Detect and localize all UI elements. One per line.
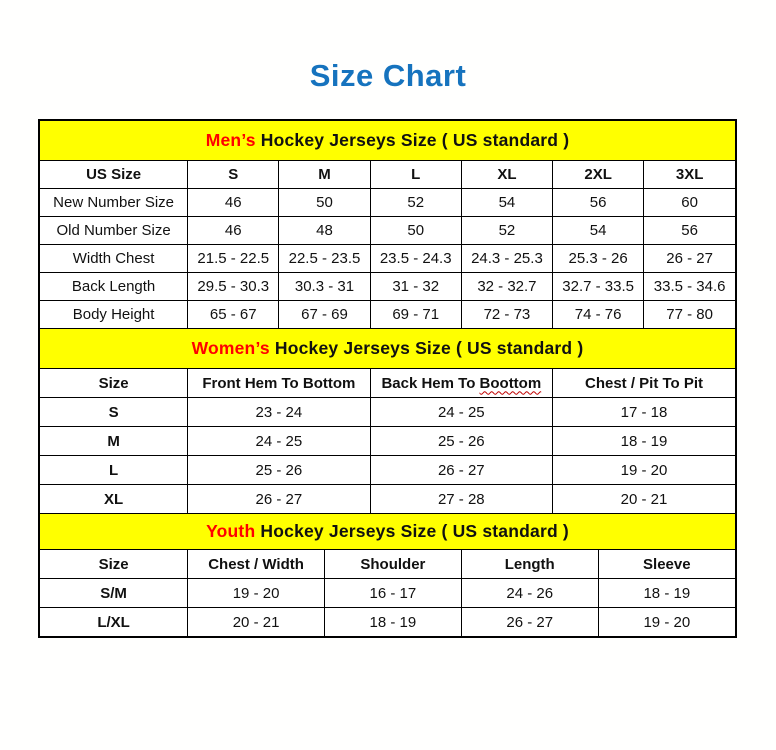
cell-value: 46 [188,189,279,217]
table-row [40,273,735,301]
cell-value: 25 - 26 [370,427,552,456]
page-title: Size Chart [309,58,467,93]
womens-size-table [40,369,735,513]
table-row [40,245,735,273]
cell-value: 21.5 - 22.5 [188,245,279,273]
cell-value: 26 - 27 [461,608,598,637]
table-row [40,217,735,245]
column-header: Front Hem To Bottom [188,369,370,398]
column-header: 2XL [553,161,644,189]
cell-value: 60 [644,189,735,217]
cell-value: 26 - 27 [370,456,552,485]
youth-section-heading [40,513,735,550]
cell-value: 18 - 19 [553,427,735,456]
cell-value: 23 - 24 [188,398,370,427]
youth-section [40,513,735,636]
column-header: Shoulder [324,550,461,579]
cell-value: 19 - 20 [553,456,735,485]
header-row [40,369,735,398]
cell-value: 20 - 21 [188,608,325,637]
row-label: Width Chest [40,245,188,273]
row-label: New Number Size [40,189,188,217]
cell-value: 50 [279,189,370,217]
row-label: Body Height [40,301,188,329]
cell-value: 24 - 25 [370,398,552,427]
row-label: XL [40,485,188,514]
mens-heading-highlight: Men’s [205,130,256,150]
cell-value: 30.3 - 31 [279,273,370,301]
cell-value: 74 - 76 [553,301,644,329]
womens-section-heading [40,328,735,369]
cell-value: 25 - 26 [188,456,370,485]
table-row [40,189,735,217]
cell-value: 33.5 - 34.6 [644,273,735,301]
column-header: Chest / Width [188,550,325,579]
column-header: XL [461,161,552,189]
cell-value: 56 [644,217,735,245]
table-row [40,456,735,485]
table-row [40,427,735,456]
cell-value: 29.5 - 30.3 [188,273,279,301]
row-label: Old Number Size [40,217,188,245]
womens-heading-rest: Hockey Jerseys Size ( US standard ) [269,338,584,358]
column-header: Size [40,550,188,579]
womens-section [40,328,735,513]
row-label: L [40,456,188,485]
cell-value: 46 [188,217,279,245]
cell-value: 65 - 67 [188,301,279,329]
cell-value: 18 - 19 [324,608,461,637]
cell-value: 50 [370,217,461,245]
size-chart-container [38,119,737,638]
row-label: S/M [40,579,188,608]
column-header: Size [40,369,188,398]
cell-value: 27 - 28 [370,485,552,514]
table-row [40,608,735,637]
table-row [40,579,735,608]
misspelled-word: Boottom [479,374,542,392]
column-header: US Size [40,161,188,189]
cell-value: 23.5 - 24.3 [370,245,461,273]
cell-value: 19 - 20 [598,608,735,637]
header-row [40,550,735,579]
cell-value: 17 - 18 [553,398,735,427]
cell-value: 31 - 32 [370,273,461,301]
column-header [370,369,552,398]
column-header-text: Back Hem To [381,374,480,392]
youth-heading-highlight: Youth [206,521,256,541]
cell-value: 77 - 80 [644,301,735,329]
cell-value: 20 - 21 [553,485,735,514]
cell-value: 48 [279,217,370,245]
cell-value: 32.7 - 33.5 [553,273,644,301]
cell-value: 72 - 73 [461,301,552,329]
cell-value: 67 - 69 [279,301,370,329]
column-header: Length [461,550,598,579]
cell-value: 24.3 - 25.3 [461,245,552,273]
row-label: S [40,398,188,427]
youth-heading-rest: Hockey Jerseys Size ( US standard ) [255,521,569,541]
cell-value: 26 - 27 [188,485,370,514]
womens-heading-highlight: Women’s [191,338,270,358]
cell-value: 24 - 26 [461,579,598,608]
cell-value: 19 - 20 [188,579,325,608]
table-row [40,485,735,514]
column-header: S [188,161,279,189]
column-header: 3XL [644,161,735,189]
mens-section-heading [40,121,735,161]
youth-size-table [40,550,735,636]
cell-value: 52 [370,189,461,217]
column-header: L [370,161,461,189]
column-header: Chest / Pit To Pit [553,369,735,398]
cell-value: 32 - 32.7 [461,273,552,301]
cell-value: 18 - 19 [598,579,735,608]
cell-value: 54 [553,217,644,245]
cell-value: 69 - 71 [370,301,461,329]
cell-value: 22.5 - 23.5 [279,245,370,273]
header-row [40,161,735,189]
cell-value: 16 - 17 [324,579,461,608]
row-label: Back Length [40,273,188,301]
mens-section [40,121,735,328]
cell-value: 25.3 - 26 [553,245,644,273]
row-label: M [40,427,188,456]
column-header: Sleeve [598,550,735,579]
cell-value: 52 [461,217,552,245]
cell-value: 54 [461,189,552,217]
mens-size-table [40,161,735,328]
row-label: L/XL [40,608,188,637]
mens-heading-rest: Hockey Jerseys Size ( US standard ) [255,130,570,150]
column-header: M [279,161,370,189]
table-row [40,301,735,329]
table-row [40,398,735,427]
cell-value: 24 - 25 [188,427,370,456]
cell-value: 56 [553,189,644,217]
cell-value: 26 - 27 [644,245,735,273]
